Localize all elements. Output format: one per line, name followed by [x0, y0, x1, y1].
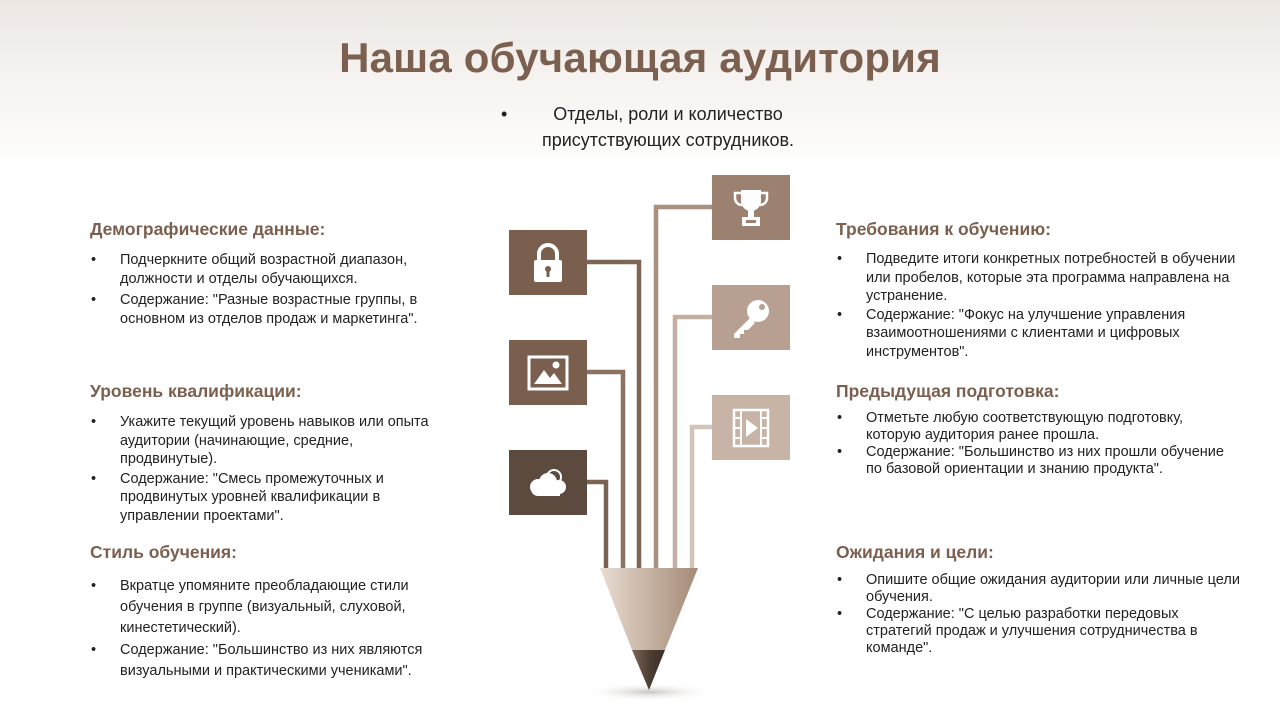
bullet: • [837, 572, 843, 588]
cloud-icon [526, 467, 570, 499]
bullet: • [91, 292, 97, 308]
section-previous-training [836, 381, 1226, 478]
list-item [836, 444, 1226, 478]
lock-icon [528, 241, 568, 285]
bullet: • [837, 410, 843, 426]
list-item-text: Содержание: "Фокус на улучшение управления взаимоотношениями с клиентами и цифровых инструментов". [866, 306, 1186, 360]
cloud-box [509, 450, 587, 515]
bullet: • [91, 470, 97, 487]
section-heading: Требования к обучению: [836, 219, 1051, 239]
list-item-text: Подведите итоги конкретных потребностей в обучении или пробелов, которые эта программа направлена на устранение. [866, 251, 1236, 304]
section-heading: Демографические данные: [90, 219, 326, 239]
list-item [836, 572, 1241, 606]
section-learning-style [90, 542, 470, 682]
list-item-text: Содержание: "С целью разработки передовых стратегий продаж и улучшения сотрудничества в команде". [866, 606, 1198, 656]
list-item [90, 470, 450, 526]
bullet: • [837, 606, 843, 622]
section-heading: Уровень квалификации: [90, 381, 302, 401]
list-item-text: Отметьте любую соответствующую подготовку, которую аудитория ранее прошла. [866, 410, 1184, 443]
bullet: • [91, 414, 97, 430]
list-item [836, 410, 1226, 444]
list-item-text: Укажите текущий уровень навыков или опыта аудитории (начинающие, средние, продвинутые). [120, 414, 429, 467]
section-heading: Стиль обучения: [90, 542, 237, 562]
video-icon [732, 408, 770, 448]
list-item-text: Подчеркните общий возрастной диапазон, должности и отделы обучающихся. [120, 252, 408, 287]
pencil-body [600, 568, 698, 650]
list-item [90, 640, 470, 682]
list-item-text: Содержание: "Большинство из них прошли обучение по базовой ориентации и знанию продукта". [866, 444, 1224, 477]
list-item [836, 306, 1236, 362]
list-item [90, 576, 470, 639]
connector-lock [587, 262, 639, 568]
trophy-box [712, 175, 790, 240]
list-item [836, 606, 1241, 657]
key-box [712, 285, 790, 350]
key-icon [729, 297, 773, 339]
bullet: • [91, 642, 97, 658]
image-icon [527, 355, 569, 391]
bullet: • [91, 252, 97, 268]
connector-trophy [656, 207, 712, 568]
section-skill-level [90, 381, 450, 525]
section-training-requirements [836, 219, 1236, 361]
list-item-text: Опишите общие ожидания аудитории или личные цели обучения. [866, 572, 1240, 605]
image-box [509, 340, 587, 405]
list-item-text: Содержание: "Смесь промежуточных и продвинутых уровней квалификации в управлении проектами". [120, 470, 384, 524]
list-item-text: Вкратце упомяните преобладающие стили обучения в группе (визуальный, слуховой, кинестетический). [120, 578, 409, 636]
list-item-text: Содержание: "Большинство из них являются визуальными и практическими учениками". [120, 642, 423, 679]
section-demographics [90, 219, 470, 328]
list-item [836, 250, 1236, 306]
section-expectations [836, 542, 1241, 657]
list-item-text: Содержание: "Разные возрастные группы, в основном из отделов продаж и маркетинга". [120, 292, 418, 327]
list-item [90, 291, 470, 328]
list-item [90, 413, 450, 469]
bullet: • [837, 306, 843, 323]
trophy-icon [731, 187, 771, 229]
subtitle-bullet: • [501, 104, 508, 124]
bullet: • [837, 251, 843, 267]
subtitle-text: Отделы, роли и количество присутствующих сотрудников. [541, 104, 795, 150]
list-item [90, 251, 470, 288]
bullet: • [837, 444, 843, 460]
connector-video [692, 427, 712, 568]
section-heading: Предыдущая подготовка: [836, 381, 1060, 401]
video-box [712, 395, 790, 460]
lock-box [509, 230, 587, 295]
bullet: • [91, 578, 97, 594]
section-heading: Ожидания и цели: [836, 542, 994, 562]
connector-cloud [587, 482, 606, 568]
page-title: Наша обучающая аудитория [339, 34, 941, 81]
